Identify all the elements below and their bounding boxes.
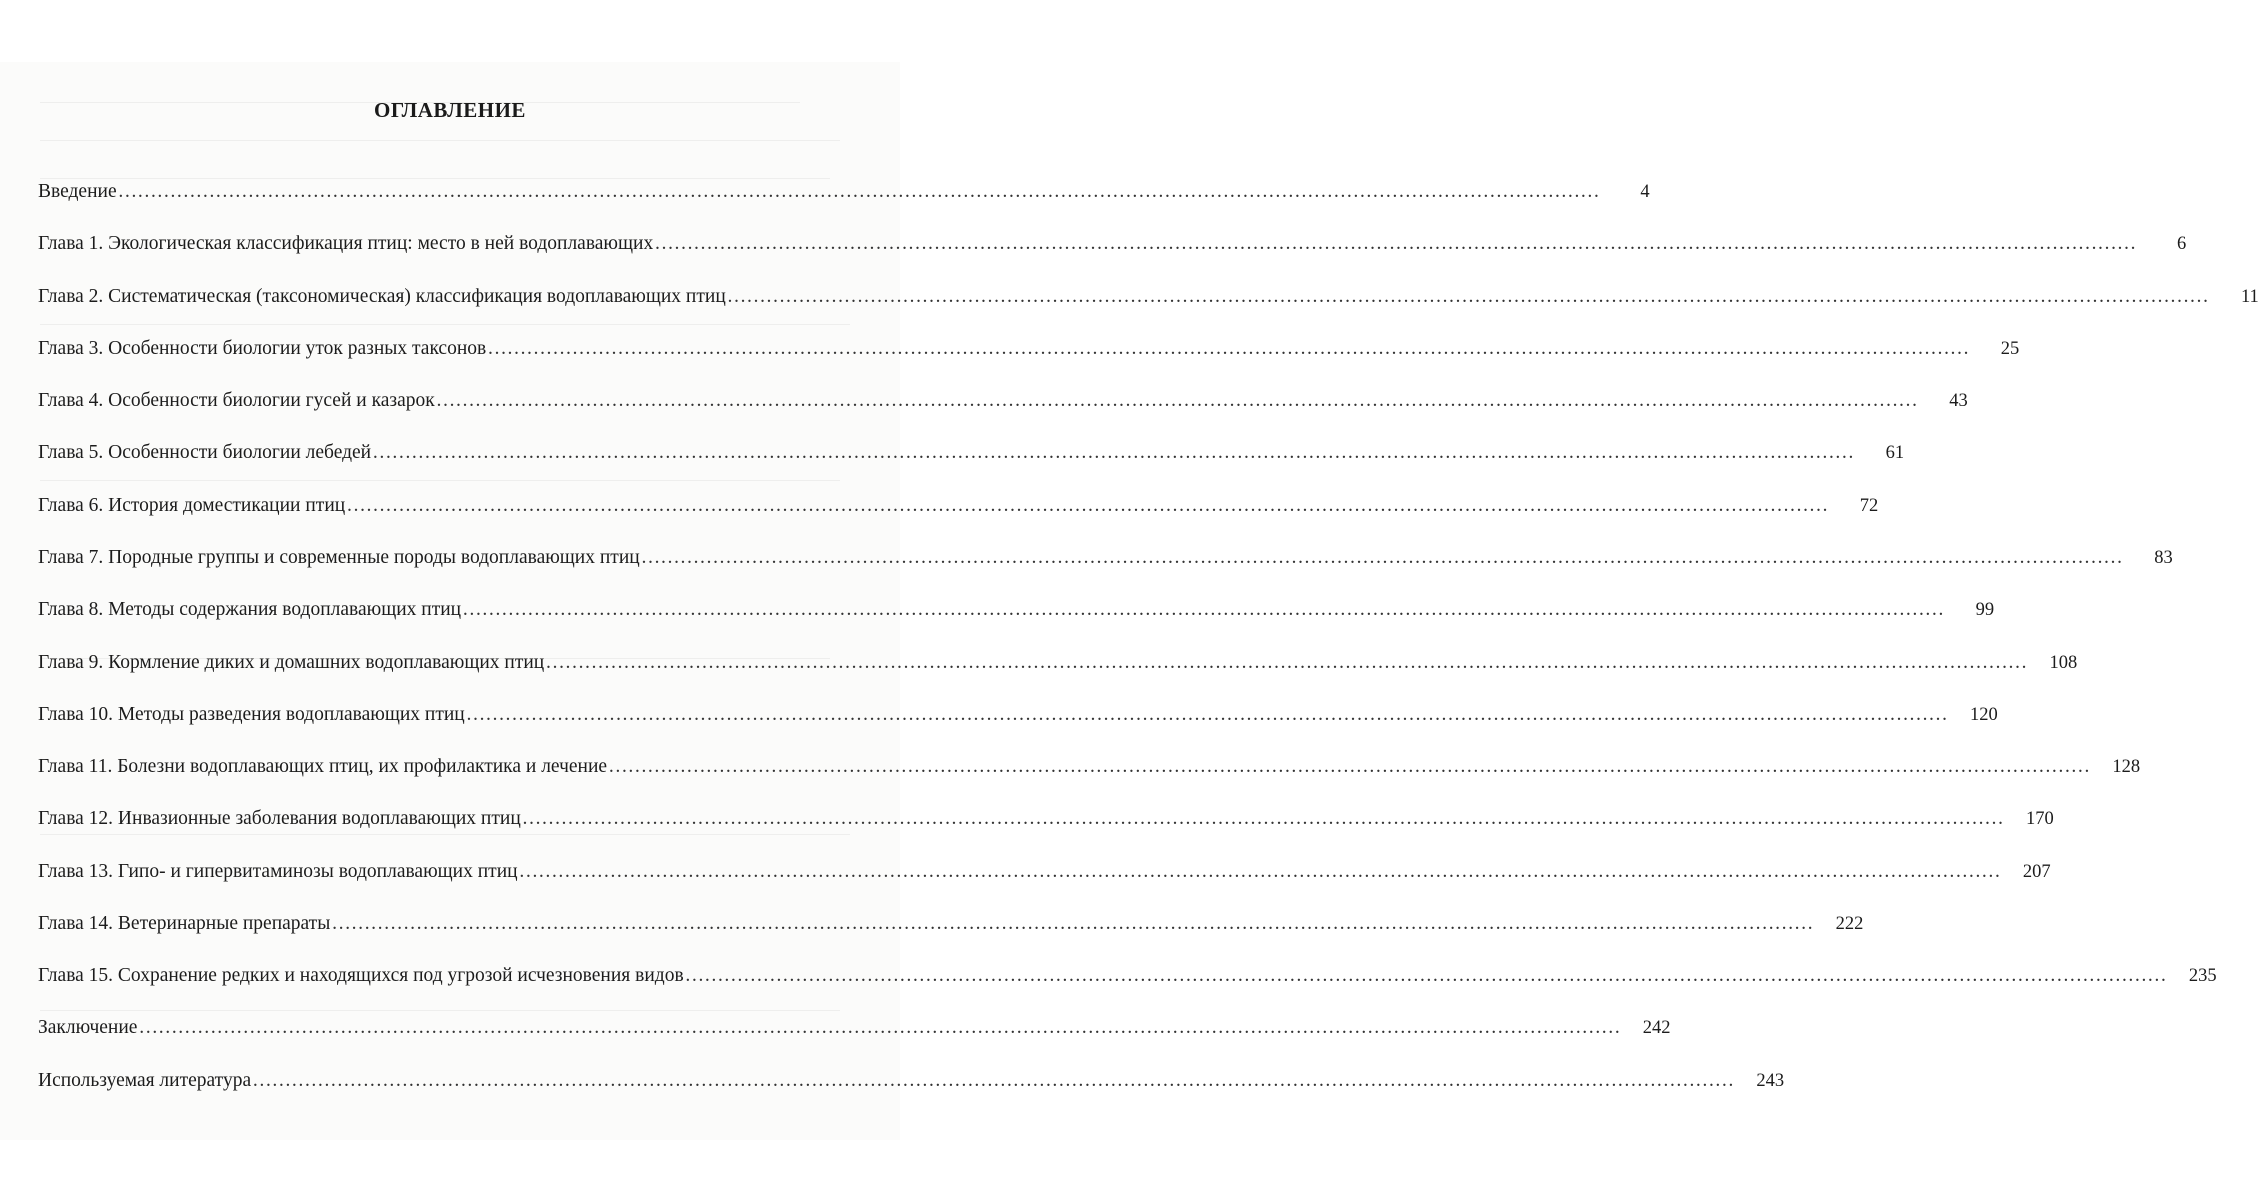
toc-entry-page: 6	[2176, 234, 2187, 254]
toc-entry-page: 83	[2154, 548, 2173, 568]
toc-entry-page: 61	[1885, 443, 1905, 463]
toc-entry-chapter-6	[38, 494, 1879, 518]
toc-entry-chapter-4	[38, 389, 1968, 413]
toc-entry-label: Введение	[38, 181, 117, 202]
dot-leader	[118, 180, 1600, 204]
toc-entry-label: Глава 9. Кормление диких и домашних водоплавающих птиц	[38, 652, 545, 673]
toc-entry-label: Глава 2. Систематическая (таксономическая) классификация водоплавающих птиц	[38, 286, 726, 307]
toc-entry-chapter-7	[38, 546, 2173, 570]
dot-leader	[727, 285, 2209, 309]
toc-entry-label: Глава 12. Инвазионные заболевания водоплавающих птиц	[38, 808, 521, 829]
toc-entry-label: Глава 6. История доместикации птиц	[38, 495, 346, 516]
toc-entry-page: 243	[1756, 1071, 1785, 1091]
toc-entry-chapter-10	[38, 703, 1998, 727]
dot-leader	[252, 1069, 1734, 1093]
dot-leader	[641, 546, 2123, 570]
dot-leader	[466, 703, 1948, 727]
toc-title: ОГЛАВЛЕНИЕ	[374, 98, 526, 122]
toc-entry-references	[38, 1069, 1785, 1093]
toc-entry-conclusion	[38, 1016, 1671, 1040]
toc-entry-label: Глава 7. Породные группы и современные породы водоплавающих птиц	[38, 547, 640, 568]
toc-entry-page: 99	[1975, 600, 1995, 620]
toc-entry-page: 235	[2188, 966, 2217, 986]
dot-leader	[487, 337, 1969, 361]
toc-entry-chapter-2	[38, 285, 2259, 309]
toc-entry-chapter-11	[38, 755, 2141, 779]
dot-leader	[346, 494, 1828, 518]
toc-entry-label: Глава 3. Особенности биологии уток разных таксонов	[38, 338, 487, 359]
toc-entry-page: 108	[2049, 653, 2078, 673]
toc-entry-introduction	[38, 180, 1650, 204]
toc-entry-page: 120	[1969, 705, 1998, 725]
toc-entry-label: Глава 8. Методы содержания водоплавающих птиц	[38, 599, 462, 620]
dot-leader	[331, 912, 1813, 936]
toc-entry-page: 170	[2026, 809, 2054, 829]
dot-leader	[372, 441, 1854, 465]
dot-leader	[138, 1016, 1620, 1040]
toc-entry-page: 72	[1859, 496, 1879, 516]
toc-entry-label: Глава 13. Гипо- и гипервитаминозы водоплавающих птиц	[38, 861, 518, 882]
toc-entry-label: Глава 5. Особенности биологии лебедей	[38, 442, 372, 463]
dot-leader	[522, 807, 2004, 831]
toc-entry-page: 4	[1640, 182, 1650, 202]
toc-entry-chapter-3	[38, 337, 2020, 361]
dot-leader	[654, 232, 2136, 256]
toc-entry-page: 25	[2000, 339, 2020, 359]
toc-entry-chapter-12	[38, 807, 2054, 831]
dot-leader	[685, 964, 2167, 988]
dot-leader	[436, 389, 1918, 413]
toc-entry-chapter-13	[38, 860, 2051, 884]
toc-entry-page: 242	[1642, 1018, 1671, 1038]
toc-entry-page: 222	[1835, 914, 1864, 934]
toc-entry-label: Глава 11. Болезни водоплавающих птиц, их профилактика и лечение	[38, 756, 608, 777]
dot-leader	[519, 860, 2001, 884]
toc-entry-label: Глава 14. Ветеринарные препараты	[38, 913, 331, 934]
toc-entry-label: Глава 10. Методы разведения водоплавающих птиц	[38, 704, 465, 725]
toc-entry-label: Заключение	[38, 1017, 138, 1038]
toc-entry-chapter-9	[38, 651, 2078, 675]
toc-entry-label: Используемая литература	[38, 1070, 252, 1091]
dot-leader	[608, 755, 2090, 779]
dot-leader	[462, 598, 1944, 622]
toc-entry-page: 11	[2240, 287, 2259, 307]
toc-entry-chapter-14	[38, 912, 1864, 936]
toc-entry-label: Глава 4. Особенности биологии гусей и казарок	[38, 390, 435, 411]
toc-entry-chapter-15	[38, 964, 2217, 988]
toc-entry-chapter-5	[38, 441, 1905, 465]
toc-entry-page: 207	[2022, 862, 2051, 882]
toc-entry-chapter-8	[38, 598, 1995, 622]
toc-entry-chapter-1	[38, 232, 2187, 256]
toc-entry-page: 43	[1949, 391, 1968, 411]
toc-entry-label: Глава 15. Сохранение редких и находящихся под угрозой исчезновения видов	[38, 965, 684, 986]
dot-leader	[545, 651, 2027, 675]
toc-entry-page: 128	[2112, 757, 2141, 777]
toc-entry-label: Глава 1. Экологическая классификация птиц: место в ней водоплавающих	[38, 233, 654, 254]
